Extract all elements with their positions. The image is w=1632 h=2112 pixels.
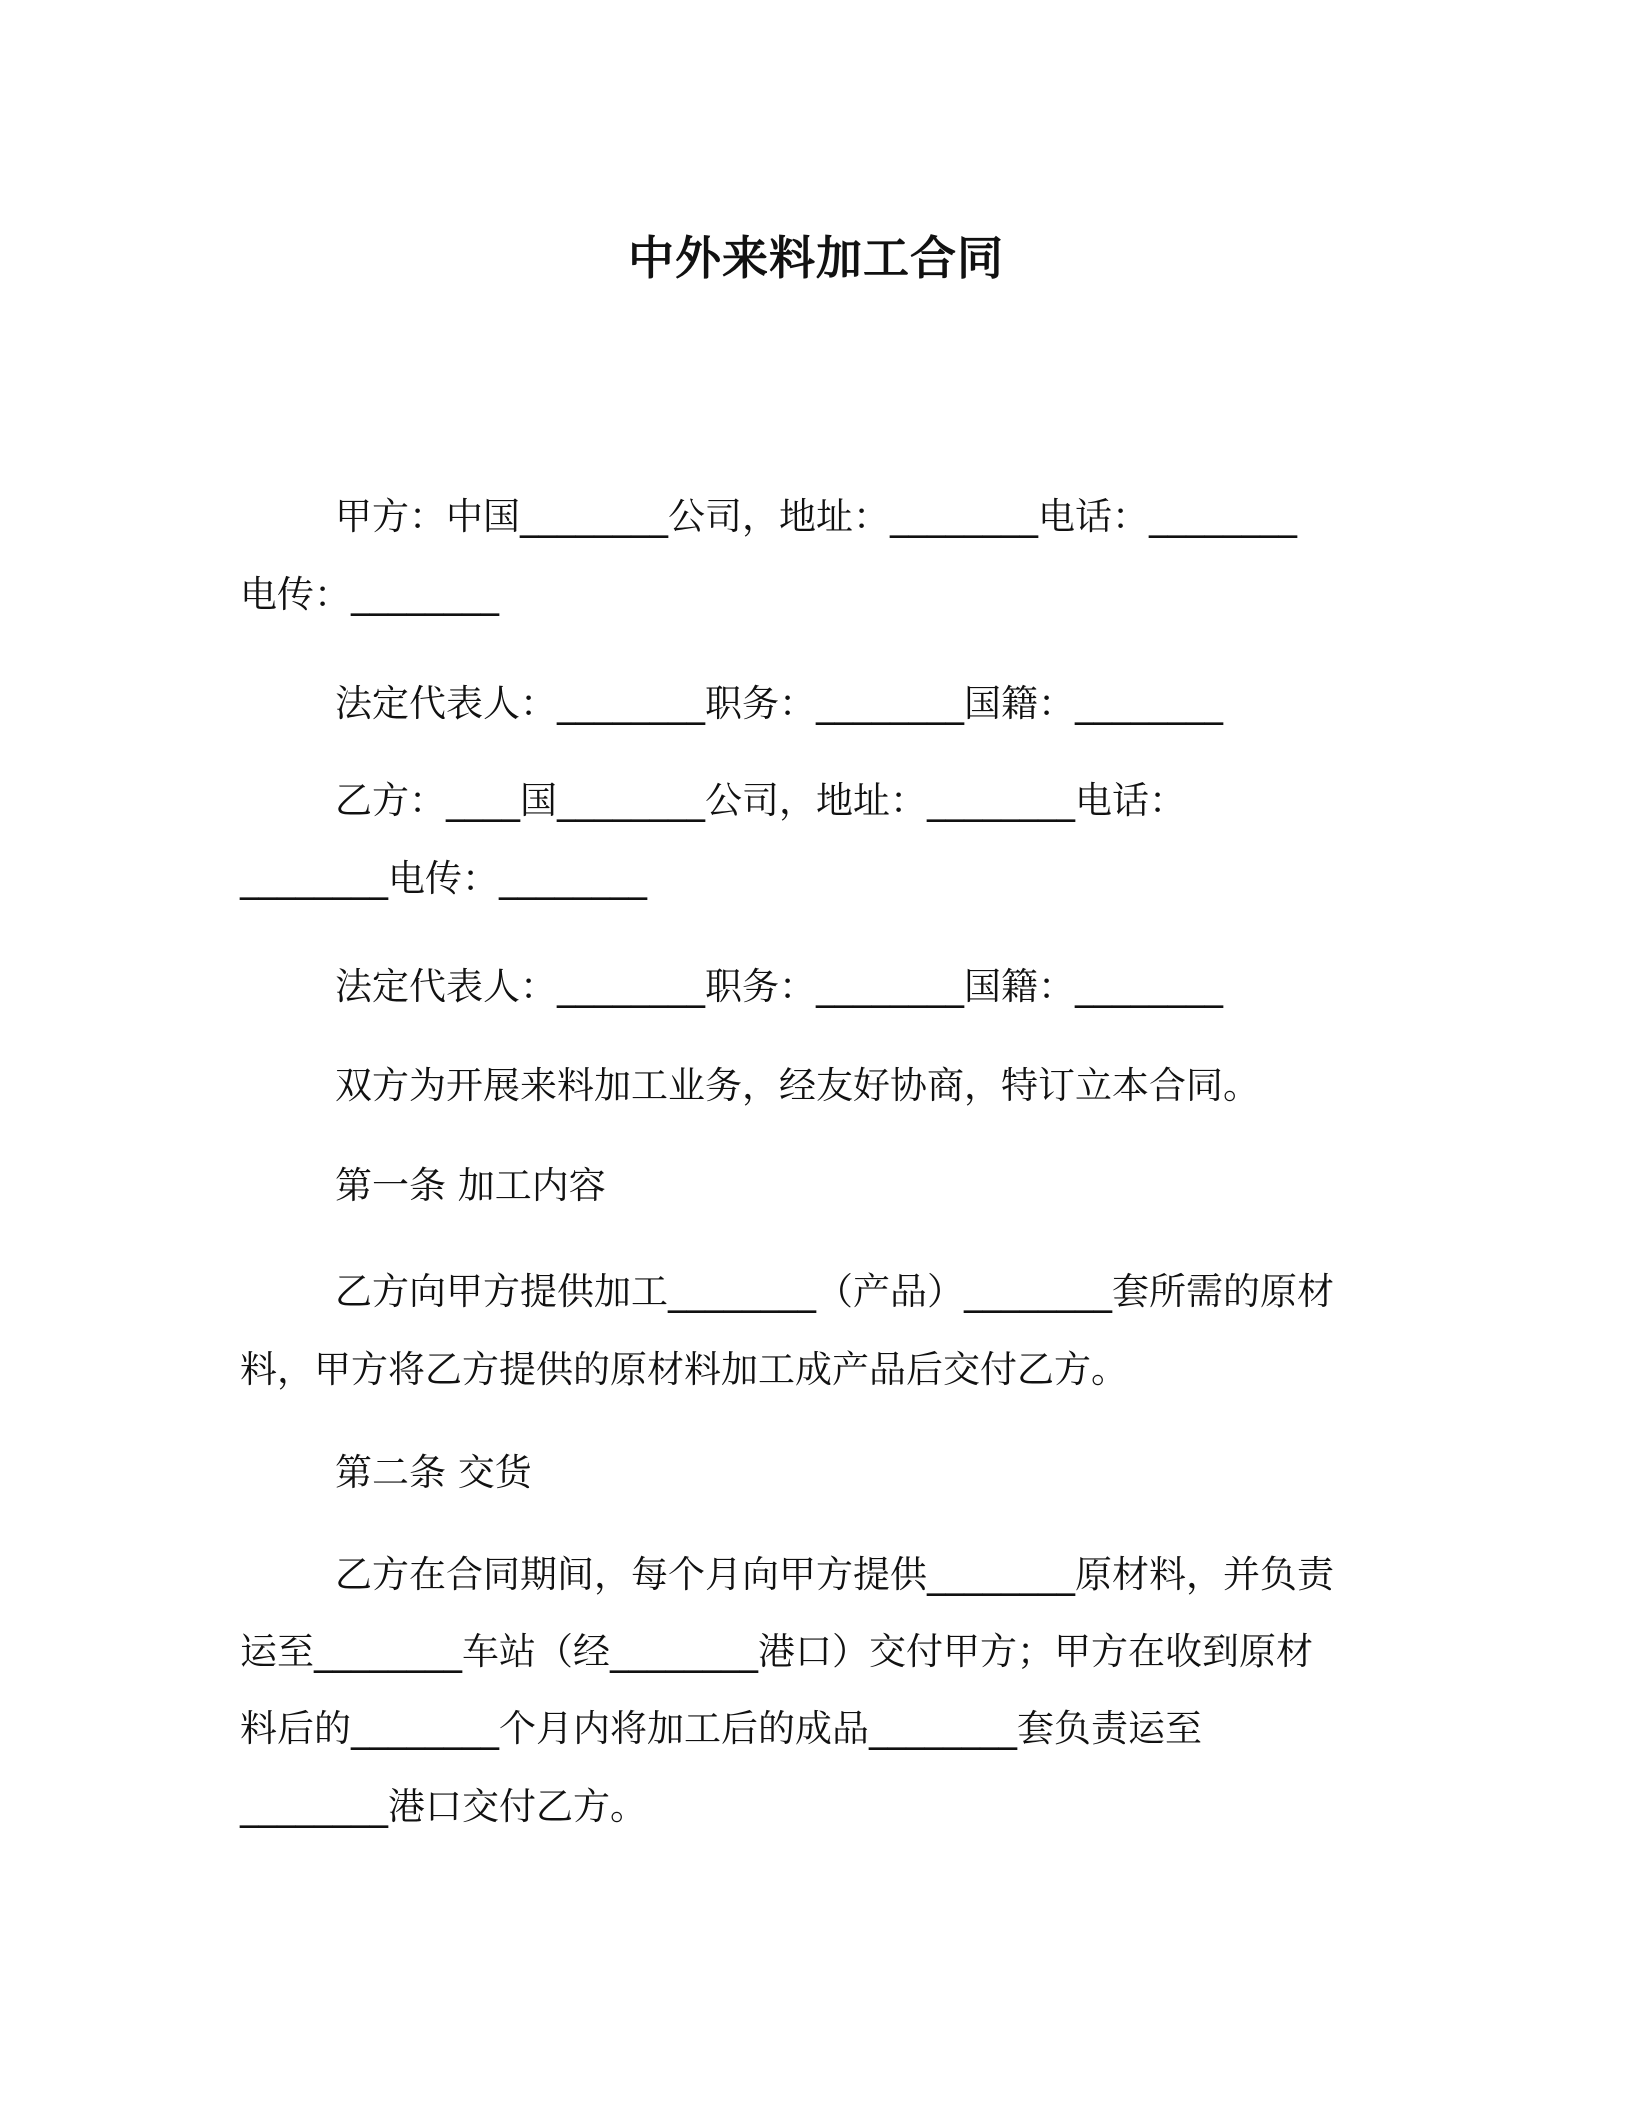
article-2-body-line-4: ________港口交付乙方。	[240, 1785, 647, 1828]
party-b-line-2: ________电传：________	[240, 857, 647, 900]
party-b-line-1: 乙方：____国________公司，地址：________电话：	[335, 779, 1186, 822]
party-b-representative-line: 法定代表人：________职务：________国籍：________	[335, 965, 1223, 1008]
article-2-body-line-1: 乙方在合同期间，每个月向甲方提供________原材料，并负责	[335, 1553, 1334, 1596]
article-2-body-line-2: 运至________车站（经________港口）交付甲方；甲方在收到原材	[240, 1630, 1313, 1673]
preamble-line: 双方为开展来料加工业务，经友好协商，特订立本合同。	[335, 1064, 1260, 1107]
party-a-representative-line: 法定代表人：________职务：________国籍：________	[335, 682, 1223, 725]
document-title: 中外来料加工合同	[628, 231, 1004, 285]
article-1-body-line-1: 乙方向甲方提供加工________（产品）________套所需的原材	[335, 1270, 1334, 1313]
article-2-heading: 第二条 交货	[335, 1451, 532, 1494]
article-2-body-line-3: 料后的________个月内将加工后的成品________套负责运至	[240, 1707, 1202, 1750]
article-1-body-line-2: 料，甲方将乙方提供的原材料加工成产品后交付乙方。	[240, 1348, 1128, 1391]
party-a-line-2: 电传：________	[240, 573, 499, 616]
article-1-heading: 第一条 加工内容	[335, 1164, 606, 1207]
party-a-line-1: 甲方：中国________公司，地址：________电话：________	[335, 495, 1297, 538]
